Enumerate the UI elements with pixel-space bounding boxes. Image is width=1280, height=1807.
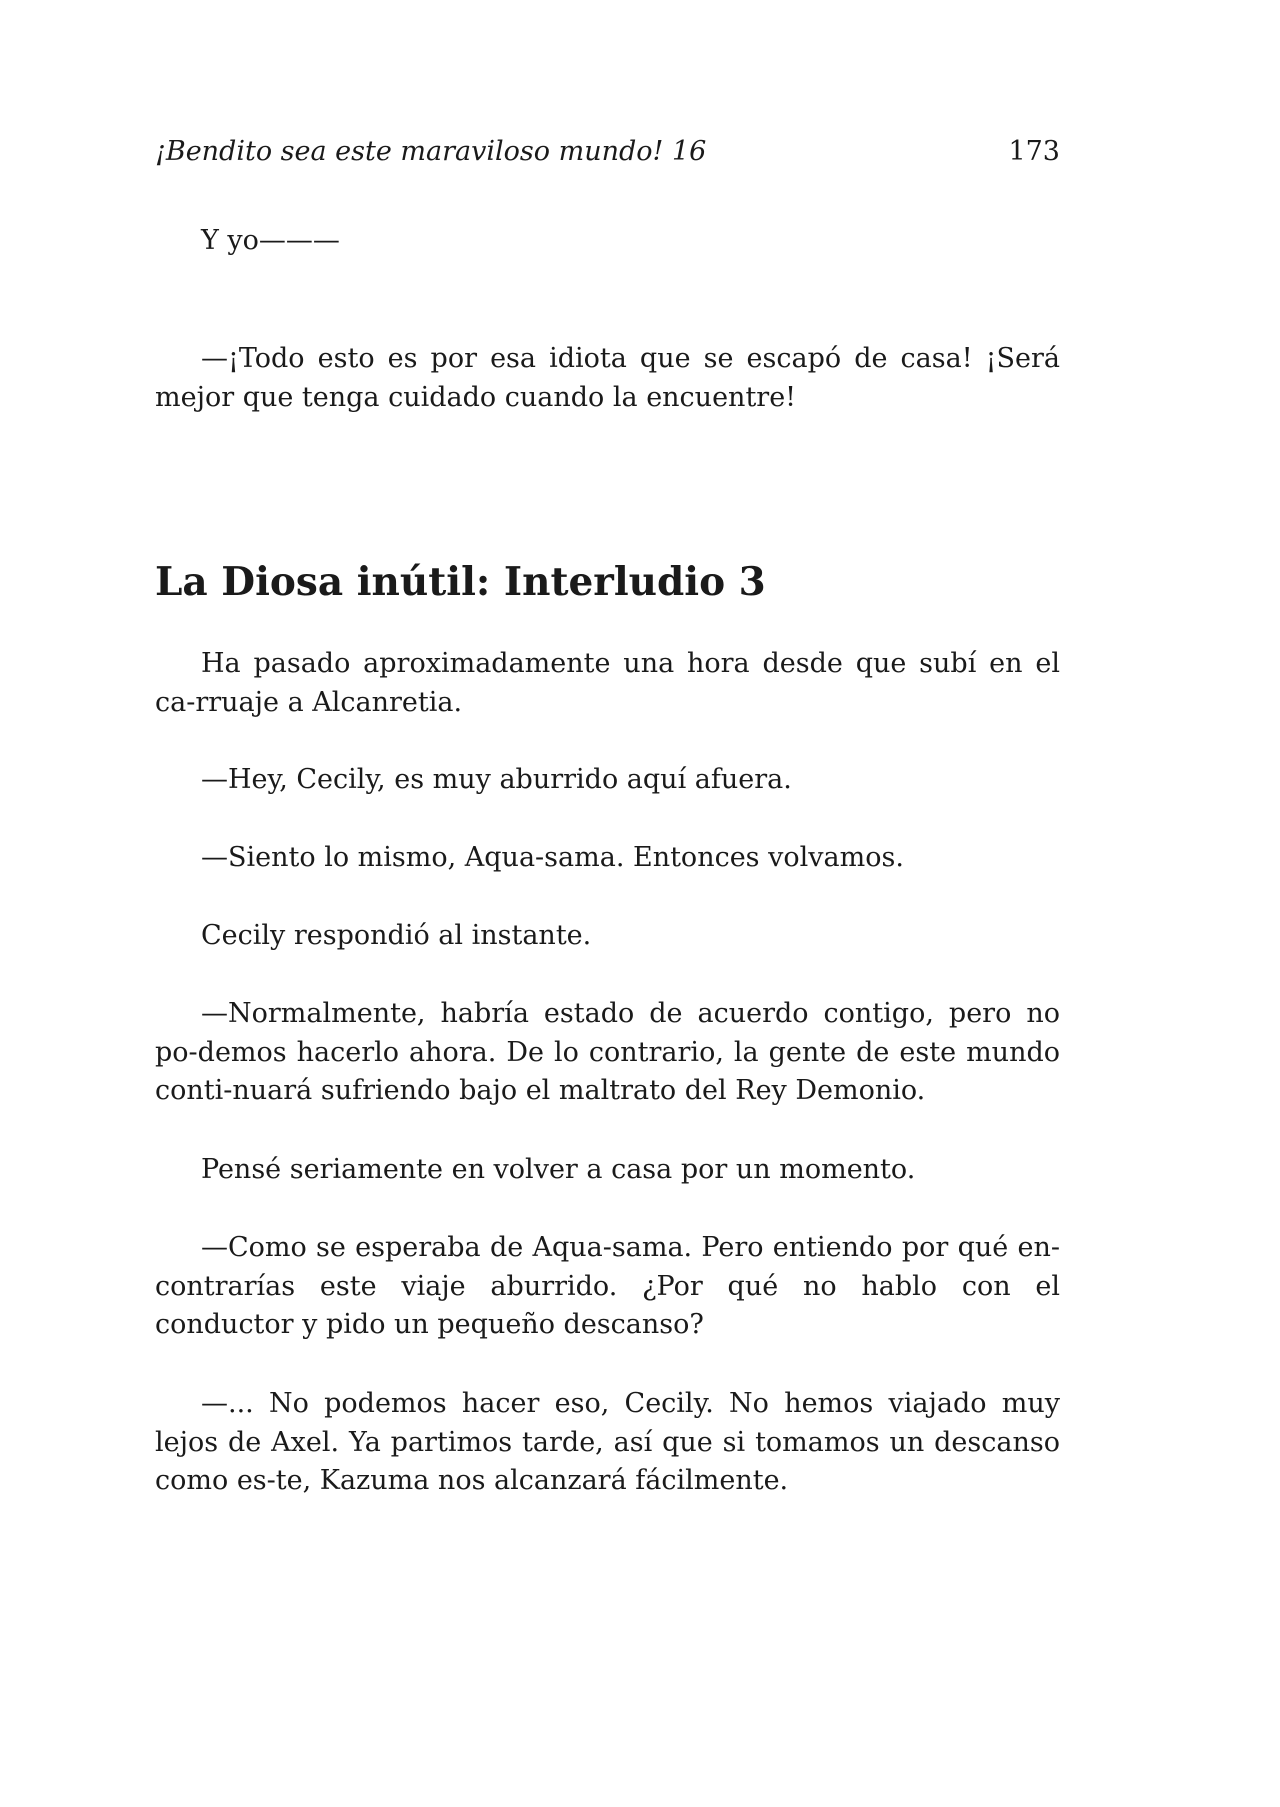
paragraph: Y yo———: [201, 225, 340, 256]
paragraph: Ha pasado aproximadamente una hora desde que subí en el ca-rruaje a Alcanretia.: [155, 648, 1060, 718]
page-number: 173: [1008, 136, 1060, 167]
book-page: [155, 0, 1060, 1807]
paragraph: —Siento lo mismo, Aqua-sama. Entonces volvamos.: [201, 842, 904, 873]
paragraph: —Como se esperaba de Aqua-sama. Pero entiendo por qué en-contrarías este viaje aburrido. ¿Por qué no hablo con el conductor y pido un pequeño descanso?: [155, 1232, 1060, 1340]
paragraph: —... No podemos hacer eso, Cecily. No hemos viajado muy lejos de Axel. Ya partimos tarde, así que si tomamos un descanso como es-te, Kazuma nos alcanzará fácilmente.: [155, 1388, 1060, 1496]
paragraph: —¡Todo esto es por esa idiota que se escapó de casa! ¡Será mejor que tenga cuidado cuando la encuentre!: [155, 343, 1060, 413]
chapter-title: La Diosa inútil: Interludio 3: [155, 559, 766, 605]
paragraph: Pensé seriamente en volver a casa por un momento.: [201, 1154, 916, 1185]
paragraph: —Hey, Cecily, es muy aburrido aquí afuera.: [201, 764, 792, 795]
running-header: [155, 132, 1060, 172]
running-book-title: ¡Bendito sea este maraviloso mundo! 16: [155, 136, 707, 167]
paragraph: Cecily respondió al instante.: [201, 920, 592, 951]
paragraph: —Normalmente, habría estado de acuerdo contigo, pero no po-demos hacerlo ahora. De lo contrario, la gente de este mundo conti-nuará sufriendo bajo el maltrato del Rey Demonio.: [155, 998, 1060, 1106]
